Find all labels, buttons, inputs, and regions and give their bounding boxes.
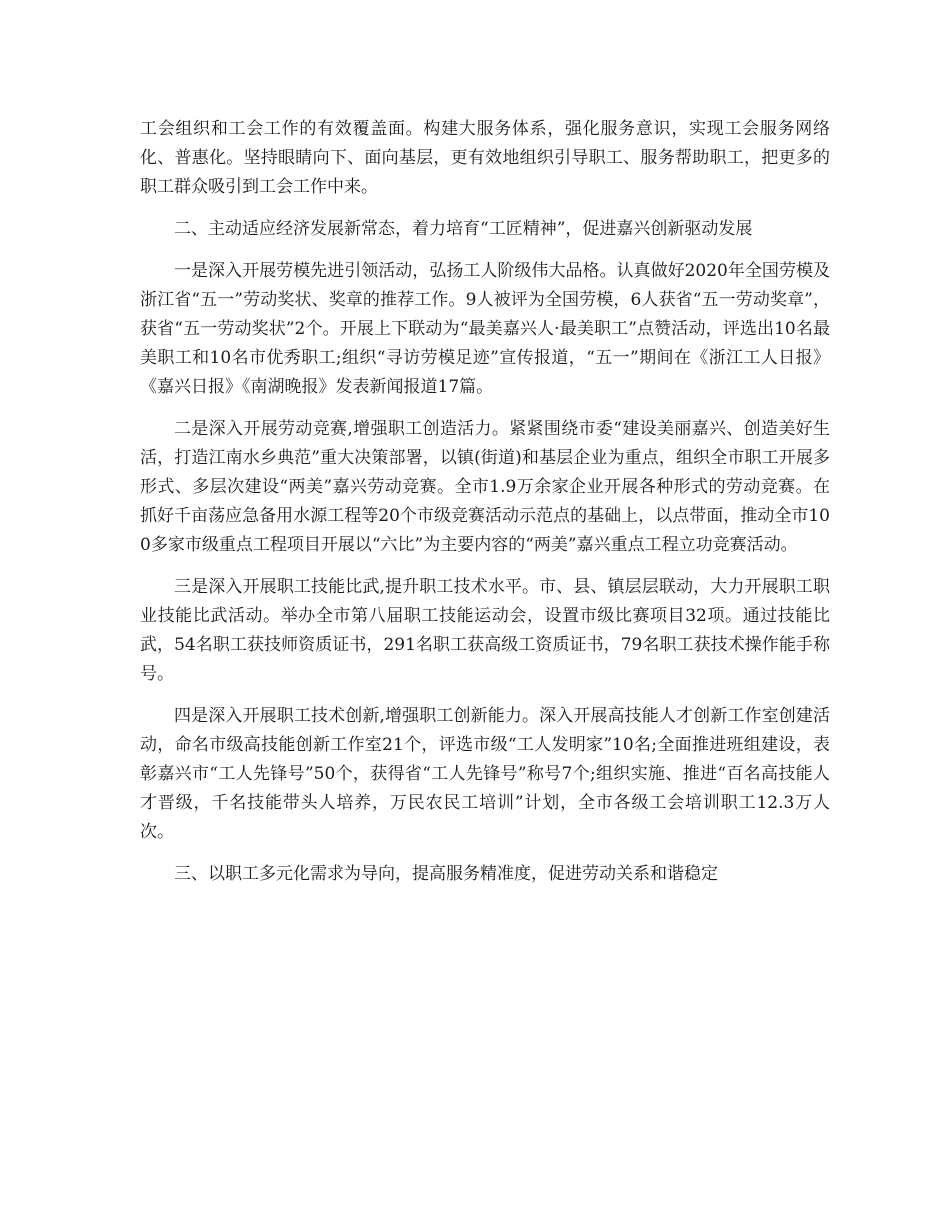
document-body — [140, 115, 830, 902]
paragraph-tech-innovation: 四是深入开展职工技术创新,增强职工创新能力。深入开展高技能人才创新工作室创建活动，命名市级高技能创新工作室21个，评选市级“工人发明家”10名;全面推进班组建设，表彰嘉兴市“工人先锋号”50个，获得省“工人先锋号”称号7个;组织实施、推进“百名高技能人才晋级，千名技能带头人培养，万民农民工培训”计划，全市各级工会培训职工12.3万人次。 — [140, 706, 830, 842]
section-heading-2: 二、主动适应经济发展新常态，着力培育“工匠精神”，促进嘉兴创新驱动发展 — [174, 219, 753, 239]
section-heading-3: 三、以职工多元化需求为导向，提高服务精准度，促进劳动关系和谐稳定 — [174, 864, 718, 884]
paragraph-model-workers: 一是深入开展劳模先进引领活动，弘扬工人阶级伟大品格。认真做好2020年全国劳模及浙江省“五一”劳动奖状、奖章的推荐工作。9人被评为全国劳模，6人获省“五一劳动奖章”，获省“五一劳动奖状”2个。开展上下联动为“最美嘉兴人·最美职工”点赞活动，评选出10名最美职工和10名市优秀职工;组织“寻访劳模足迹”宣传报道，“五一”期间在《浙江工人日报》《嘉兴日报》《南湖晚报》发表新闻报道17篇。 — [140, 261, 830, 397]
paragraph-continuation: 工会组织和工会工作的有效覆盖面。构建大服务体系，强化服务意识，实现工会服务网络化、普惠化。坚持眼睛向下、面向基层，更有效地组织引导职工、服务帮助职工，把更多的职工群众吸引到工会工作中来。 — [140, 119, 830, 197]
paragraph-skill-contest: 三是深入开展职工技能比武,提升职工技术水平。市、县、镇层层联动，大力开展职工职业技能比武活动。举办全市第八届职工技能运动会，设置市级比赛项目32项。通过技能比武，54名职工获技师资质证书，291名职工获高级工资质证书，79名职工获技术操作能手称号。 — [140, 577, 830, 684]
paragraph-labor-competition: 二是深入开展劳动竞赛,增强职工创造活力。紧紧围绕市委“建设美丽嘉兴、创造美好生活，打造江南水乡典范”重大决策部署，以镇(街道)和基层企业为重点，组织全市职工开展多形式、多层次建设“两美”嘉兴劳动竞赛。全市1.9万余家企业开展各种形式的劳动竞赛。在抓好千亩荡应急备用水源工程等20个市级竞赛活动示范点的基础上，以点带面，推动全市100多家市级重点工程项目开展以“六比”为主要内容的“两美”嘉兴重点工程立功竞赛活动。 — [140, 419, 830, 555]
